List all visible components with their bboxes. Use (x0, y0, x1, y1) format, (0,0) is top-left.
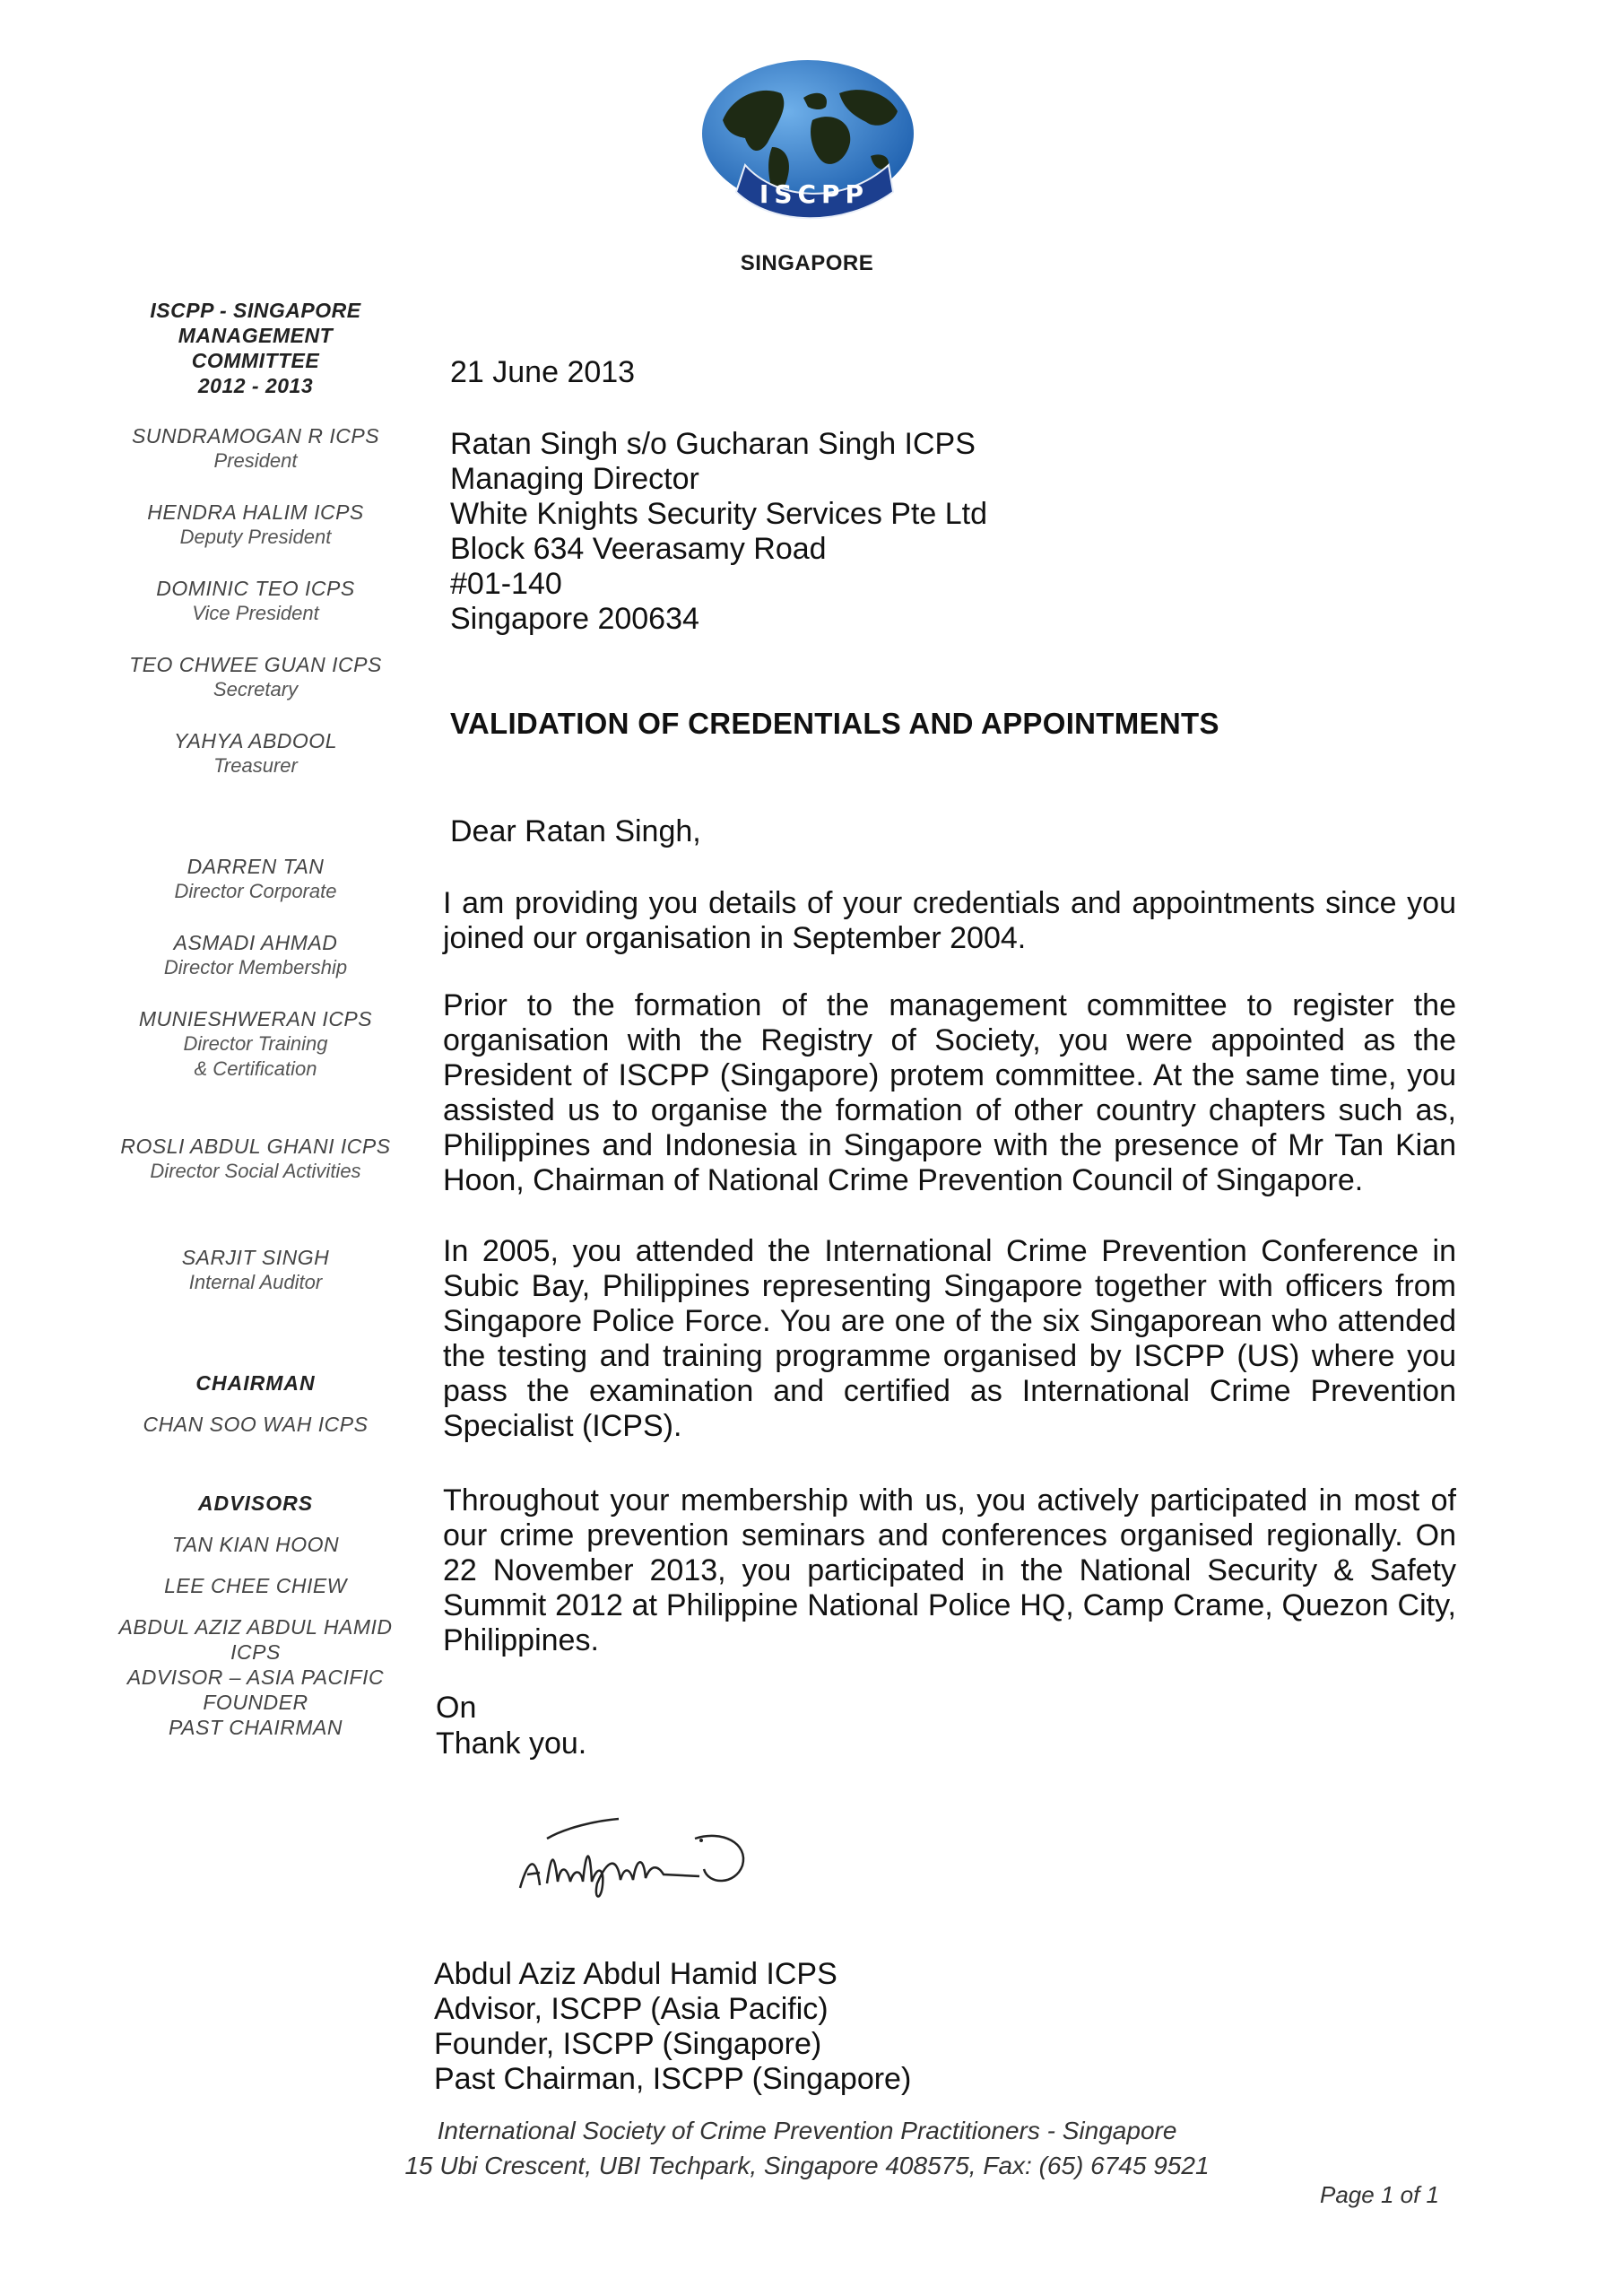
advisors-section: ADVISORS TAN KIAN HOON LEE CHEE CHIEW ABDUL AZIZ ABDUL HAMID ICPS ADVISOR – ASIA PACIFIC FOUNDER PAST CHAIRMAN (118, 1492, 393, 1739)
signer-block: Abdul Aziz Abdul Hamid ICPS Advisor, ISCPP (Asia Pacific) Founder, ISCPP (Singapore) Past Chairman, ISCPP (Singapore) (434, 1957, 912, 2096)
committee-member: TEO CHWEE GUAN ICPS Secretary (129, 653, 382, 700)
letter-subject: VALIDATION OF CREDENTIALS AND APPOINTMENTS (450, 707, 1219, 740)
salutation: Dear Ratan Singh, (450, 814, 701, 848)
globe-logo-icon (696, 57, 920, 228)
closing: On Thank you. (436, 1691, 587, 1761)
committee-member: ASMADI AHMAD Director Membership (163, 931, 348, 978)
committee-member: MUNIESHWERAN ICPS Director Training & Certification (138, 1007, 373, 1080)
paragraph: In 2005, you attended the International Crime Prevention Conference in Subic Bay, Philippines representing Singapore together with officers from Singapore Police Force. You are one of the six Singaporean who attended the testing and training programme organised by ISCPP (US) where you pass the examination and certified as International Crime Prevention Specialist (ICPS). (443, 1234, 1456, 1443)
handwritten-signature (511, 1803, 780, 1910)
committee-member: DOMINIC TEO ICPS Vice President (156, 577, 355, 624)
committee-member: DARREN TAN Director Corporate (174, 855, 337, 902)
footer-address: 15 Ubi Crescent, UBI Techpark, Singapore 408575, Fax: (65) 6745 9521 (404, 2152, 1210, 2179)
committee-member: ROSLI ABDUL GHANI ICPS Director Social Activities (120, 1135, 391, 1182)
letter-date: 21 June 2013 (450, 355, 636, 389)
footer (269, 2113, 1345, 2183)
paragraph: I am providing you details of your credentials and appointments since you joined our organisation in September 2004. (443, 886, 1456, 955)
chapter-name: SINGAPORE (740, 251, 874, 275)
committee-member: HENDRA HALIM ICPS Deputy President (147, 500, 364, 548)
footer-organisation: International Society of Crime Prevention Practitioners - Singapore (437, 2117, 1177, 2144)
iscpp-logo (696, 57, 920, 228)
paragraph: Throughout your membership with us, you actively participated in most of our crime prevention seminars and conferences organised regionally. On 22 November 2013, you participated in the National Security & Safety Summit 2012 at Philippine National Police HQ, Camp Crame, Quezon City, Philippines. (443, 1483, 1456, 1657)
committee-member: SARJIT SINGH Internal Auditor (181, 1246, 330, 1293)
paragraph: Prior to the formation of the management committee to register the organisation with the Registry of Society, you were appointed as the President of ISCPP (Singapore) protem committee. At the same time, you assisted us to organise the formation of other country chapters such as, Philippines and Indonesia in Singapore with the presence of Mr Tan Kian Hoon, Chairman of National Crime Prevention Council of Singapore. (443, 988, 1456, 1197)
page-number: Page 1 of 1 (1320, 2181, 1439, 2208)
committee-heading: ISCPP - SINGAPORE MANAGEMENT COMMITTEE 2012 - 2013 (150, 299, 361, 397)
chairman-section: CHAIRMAN CHAN SOO WAH ICPS (143, 1371, 369, 1436)
committee-sidebar (90, 298, 421, 1739)
committee-member: YAHYA ABDOOL Treasurer (174, 729, 337, 777)
recipient-address: Ratan Singh s/o Gucharan Singh ICPS Managing Director White Knights Security Services Pte Ltd Block 634 Veerasamy Road #01-140 Singapore 200634 (450, 427, 988, 636)
svg-text:ISCPP: ISCPP (759, 179, 870, 209)
committee-member: SUNDRAMOGAN R ICPS President (131, 424, 380, 472)
